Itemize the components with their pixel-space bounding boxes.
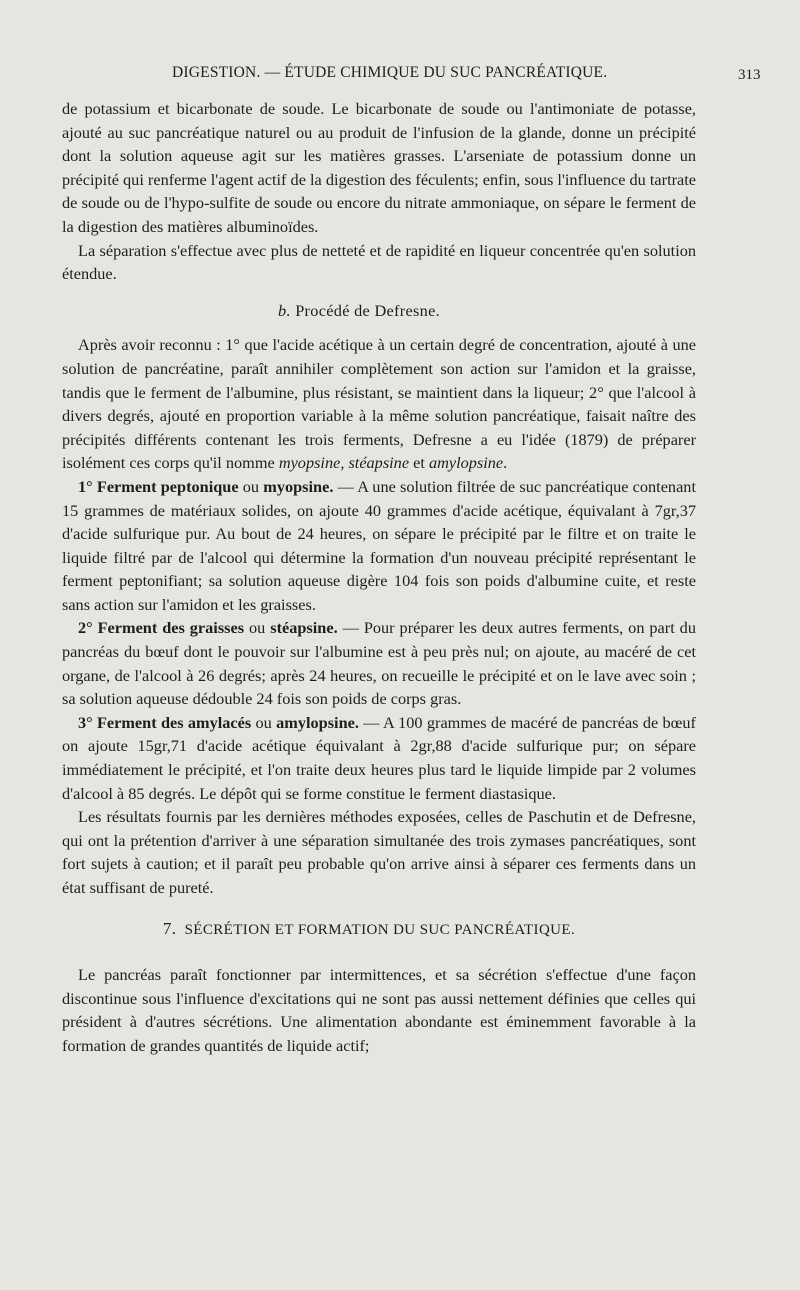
paragraph-2: La séparation s'effectue avec plus de netteté et de rapidité en liqueur concentrée qu'en solution étendue. — [62, 240, 696, 284]
paragraph-3 — [62, 333, 696, 475]
paragraph-1: de potassium et bicarbonate de soude. Le bicarbonate de soude ou l'antimoniate de potasse, ajouté au suc pancréatique naturel ou au produit de l'infusion de la glande, donne un précipité dont la solution aqueuse agit sur les matières grasses. L'arseniate de potassium donne un précipité qui renferme l'agent actif de la digestion des féculents; enfin, sous l'influence du tartrate de soude ou de l'hypo-sulfite de soude ou encore du nitrate ammoniaque, on sépare le ferment de la digestion des matières albuminoïdes. — [62, 99, 696, 236]
ferment-1-title: 1° Ferment peptonique — [78, 476, 239, 496]
ferment-3-ou: ou — [255, 712, 272, 732]
section-b-title: Procédé de Defresne. — [295, 300, 440, 320]
section-b-heading — [62, 299, 696, 323]
conjunction: et — [413, 453, 425, 473]
ferment-2-text: — Pour préparer les deux autres ferments, on part du pancréas du bœuf dont le pouvoir sur l'albumine est à peu près nul; on ajoute, au macéré de cet organe, de l'alcool à 26 degrés; après 24 heures, on recueille le précipité et on le lave avec soin ; sa solution aqueuse dédouble 24 fois son poids de corps gras. — [62, 618, 696, 709]
section-b-letter: b. — [278, 300, 291, 320]
ferment-2-name: stéapsine. — [270, 618, 338, 638]
paragraph-3-end: . — [503, 453, 508, 473]
ferment-3-title: 3° Ferment des amylacés — [78, 712, 252, 732]
ferment-2-ou: ou — [249, 618, 266, 638]
paragraph-4: Les résultats fournis par les dernières méthodes exposées, celles de Paschutin et de Defresne, qui ont la prétention d'arriver à une séparation simultanée des trois zymases pancréatiques, sont fort sujets à caution; et il paraît peu probable qu'on arrive ainsi à séparer ces ferments dans un état suffisant de pureté. — [62, 807, 696, 897]
ferment-2-paragraph — [62, 616, 696, 710]
ferment-names: myopsine, stéapsine — [278, 453, 410, 473]
page-number: 313 — [738, 67, 761, 83]
running-title: DIGESTION. — ÉTUDE CHIMIQUE DU SUC PANCRÉATIQUE. — [172, 64, 608, 81]
page-body — [62, 97, 696, 1058]
paragraph-3-text: Après avoir reconnu : 1° que l'acide acétique à un certain degré de concentration, ajouté à une solution de pancréatine, paraît annihiler complètement son action sur l'amidon et la graisse, tandis que le ferment de l'albumine, plus résistant, se maintient dans la liqueur; 2° que l'alcool à divers degrés, ajouté en proportion variable à la même solution pancréatique, faisait naître des précipités différents contenant les trois ferments, Defresne a eu l'idée (1879) de préparer isolément ces corps qu'il nomme — [62, 335, 696, 473]
section-7-number: 7. — [162, 918, 177, 938]
ferment-1-text: — A une solution filtrée de suc pancréatique contenant 15 grammes de matériaux solides, on ajoute 40 grammes d'acide acétique, équivalant à 7gr,37 d'acide sulfurique pur. Au bout de 24 heures, on sépare le précipité par le filtre et on traite le liquide filtré par de l'alcool qui détermine la formation d'un nouveau précipité représentant le ferment peptonifiant; sa solution aqueuse digère 104 fois son poids d'albumine cuite, et reste sans action sur l'amidon et les graisses. — [62, 476, 696, 614]
ferment-3-paragraph — [62, 711, 696, 805]
section-7-title: SÉCRÉTION ET FORMATION DU SUC PANCRÉATIQUE. — [184, 921, 576, 938]
ferment-1-name: myopsine. — [263, 476, 334, 496]
section-7-heading — [62, 917, 696, 943]
ferment-1-paragraph — [62, 475, 696, 617]
ferment-3-text: — A 100 grammes de macéré de pancréas de bœuf on ajoute 15gr,71 d'acide acétique équivalant à 2gr,88 d'acide sulfurique pur; on sépare immédiatement le précipité, et l'on traite deux heures plus tard le liquide limpide par 2 volumes d'alcool à 85 degrés. Le dépôt qui se forme constitue le ferment diastasique. — [62, 712, 696, 803]
ferment-name-last: amylopsine — [428, 453, 504, 473]
ferment-2-title: 2° Ferment des graisses — [78, 618, 245, 638]
ferment-1-ou: ou — [242, 476, 260, 496]
paragraph-5: Le pancréas paraît fonctionner par intermittences, et sa sécrétion s'effectue d'une façon discontinue sous l'influence d'excitations qui ne sont pas aussi nettement définies que celles qui président à d'autres sécrétions. Une alimentation abondante est éminemment favorable à la formation de grandes quantités de liquide actif; — [62, 965, 696, 1055]
ferment-3-name: amylopsine. — [276, 712, 359, 732]
